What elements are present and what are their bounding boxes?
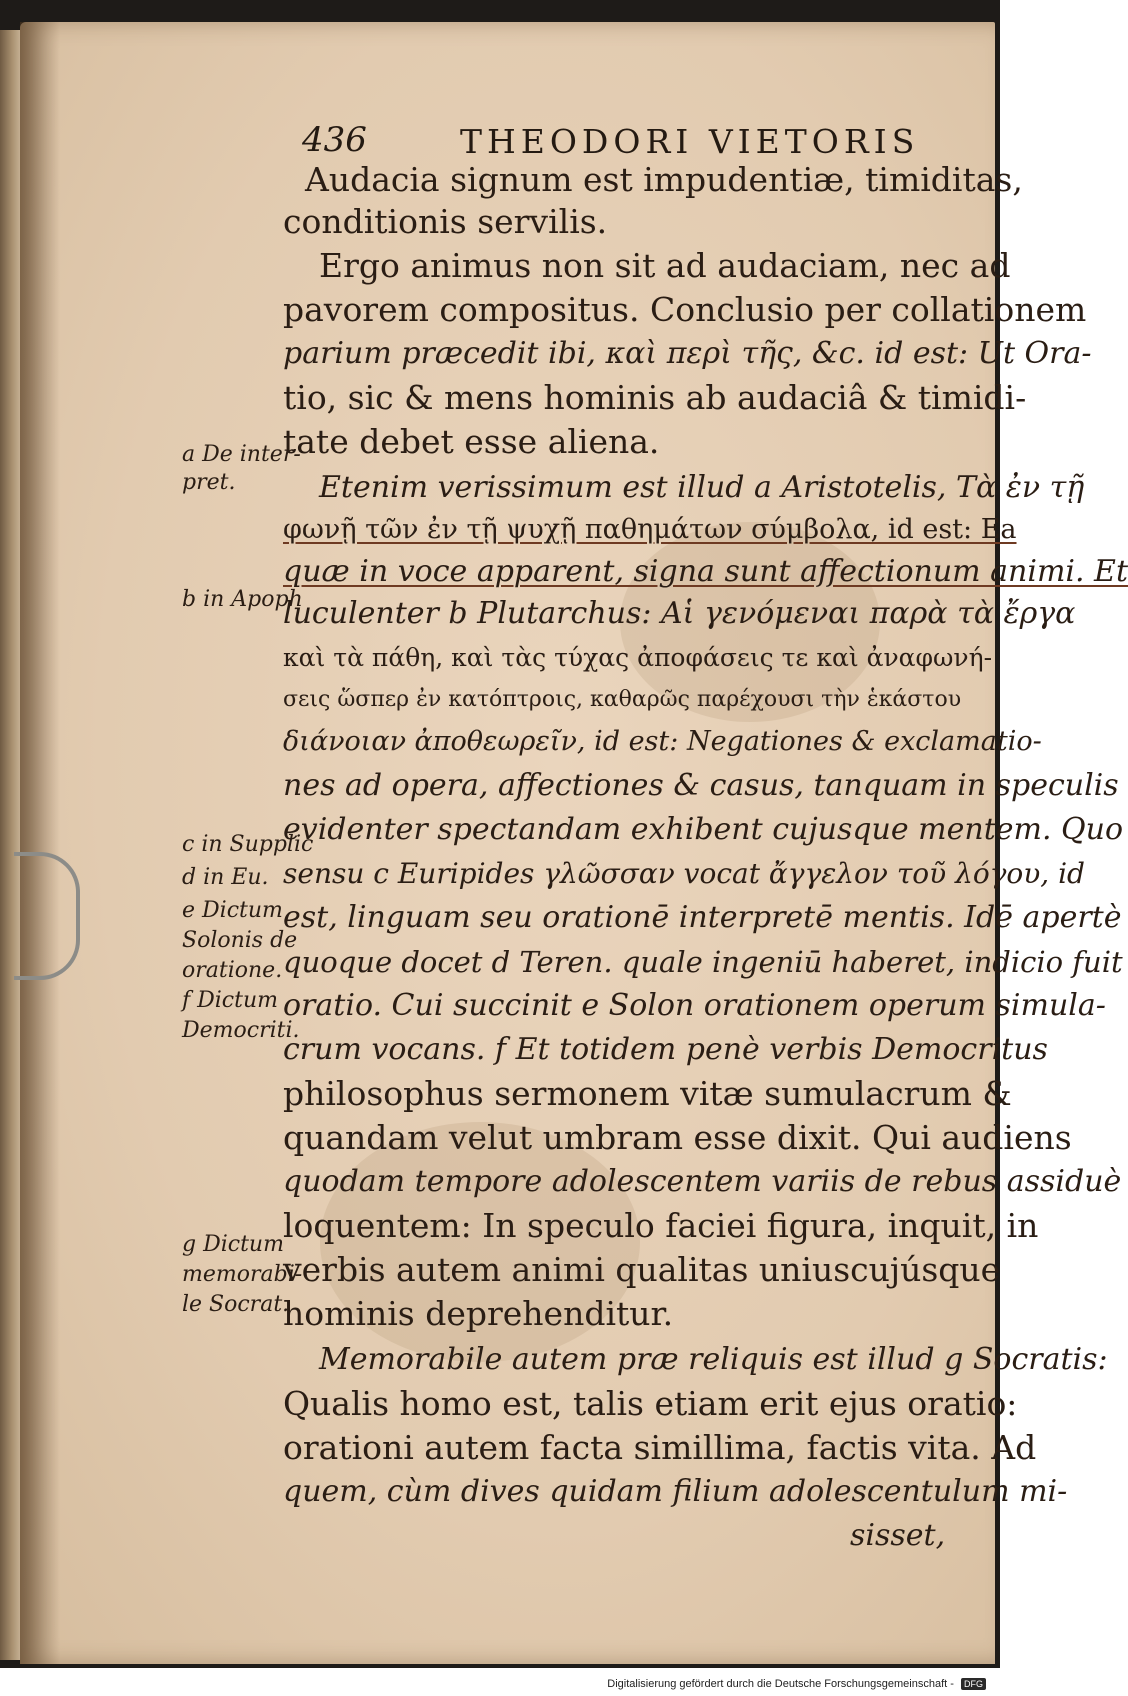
text-line: verbis autem animi qualitas uniuscujúsque — [283, 1250, 1001, 1289]
text-line: καὶ τὰ πάθη, καὶ τὰς τύχας ἀποφάσεις τε καὶ ἀναφωνή- — [283, 643, 993, 672]
margin-note: b in Apoph — [182, 587, 303, 612]
text-line: sensu c Euripides γλῶσσαν vocat ἄγγελον τοῦ λόγου, id — [283, 857, 1085, 890]
text-line: Ergo animus non sit ad audaciam, nec ad — [319, 246, 1011, 285]
text-line: tio, sic & mens hominis ab audaciâ & timidi- — [283, 378, 1027, 417]
margin-note: oratione. — [182, 958, 283, 983]
text-line: quandam velut umbram esse dixit. Qui audiens — [283, 1118, 1072, 1157]
margin-note: d in Eu. — [182, 865, 269, 890]
margin-note: c in Supplic — [182, 832, 314, 857]
text-line: orationi autem facta simillima, factis vita. Ad — [283, 1428, 1037, 1467]
margin-note: le Socrat. — [182, 1292, 290, 1317]
text-line: conditionis servilis. — [283, 202, 608, 241]
text-line: Etenim verissimum est illud a Aristotelis, Τὰ ἐν τῇ — [319, 470, 1085, 505]
dfg-logo: DFG — [961, 1678, 986, 1690]
text-line: φωνῇ τῶν ἐν τῇ ψυχῇ παθημάτων σύμβολα, id est: Ea — [283, 514, 1017, 545]
footer-credit-text: Digitalisierung gefördert durch die Deutsche Forschungsgemeinschaft - — [607, 1678, 954, 1690]
text-line: evidenter spectandam exhibent cujusque mentem. Quo — [283, 812, 1123, 847]
metal-clip — [14, 852, 80, 980]
text-line: oratio. Cui succinit e Solon orationem operum simula- — [283, 988, 1106, 1023]
text-line: quoque docet d Teren. quale ingeniū haberet, indicio fuit — [283, 945, 1123, 979]
text-line: est, linguam seu orationē interpretē mentis. Idē apertè — [283, 900, 1122, 935]
margin-note: e Dictum — [182, 898, 283, 923]
spine-shadow — [20, 22, 60, 1664]
margin-note: g Dictum — [182, 1232, 284, 1257]
margin-note: pret. — [182, 470, 236, 495]
margin-note: memorabi- — [182, 1262, 303, 1287]
margin-note: a De inter- — [182, 442, 301, 467]
footer-credit — [607, 1678, 986, 1690]
margin-note: f Dictum — [182, 988, 279, 1013]
text-line: quæ in voce apparent, signa sunt affectionum animi. Et — [283, 554, 1128, 589]
text-line: διάνοιαν ἀποθεωρεῖν, id est: Negationes & exclamatio- — [283, 726, 1042, 757]
text-line: philosophus sermonem vitæ sumulacrum & — [283, 1074, 1012, 1113]
text-line: σεις ὥσπερ ἐν κατόπτροις, καθαρῶς παρέχουσι τὴν ἑκάστου — [283, 687, 962, 712]
text-line: quodam tempore adolescentem variis de rebus assiduè — [283, 1164, 1122, 1199]
text-line: crum vocans. f Et totidem penè verbis Democritus — [283, 1032, 1048, 1067]
text-line: parium præcedit ibi, καὶ περὶ τῆς, &c. id est: Ut Ora- — [283, 336, 1092, 371]
text-line: pavorem compositus. Conclusio per collationem — [283, 290, 1087, 329]
running-title: THEODORI VIETORIS — [460, 122, 920, 161]
margin-note: Democriti. — [182, 1018, 300, 1043]
text-line: Audacia signum est impudentiæ, timiditas, — [305, 160, 1023, 199]
text-line: quem, cùm dives quidam filium adolescentulum mi- — [283, 1474, 1068, 1509]
text-line: loquentem: In speculo faciei figura, inquit, in — [283, 1206, 1039, 1245]
text-line: luculenter b Plutarchus: Αἱ γενόμεναι παρὰ τὰ ἔργα — [283, 596, 1076, 631]
catchword: sisset, — [850, 1518, 946, 1553]
text-line: tate debet esse aliena. — [283, 422, 660, 461]
text-line: Qualis homo est, talis etiam erit ejus oratio: — [283, 1384, 1018, 1423]
page-number: 436 — [302, 120, 367, 160]
margin-note: Solonis de — [182, 928, 298, 953]
text-line: nes ad opera, affectiones & casus, tanquam in speculis — [283, 768, 1119, 803]
text-line: Memorabile autem præ reliquis est illud g Socratis: — [319, 1342, 1108, 1377]
text-line: hominis deprehenditur. — [283, 1294, 674, 1333]
